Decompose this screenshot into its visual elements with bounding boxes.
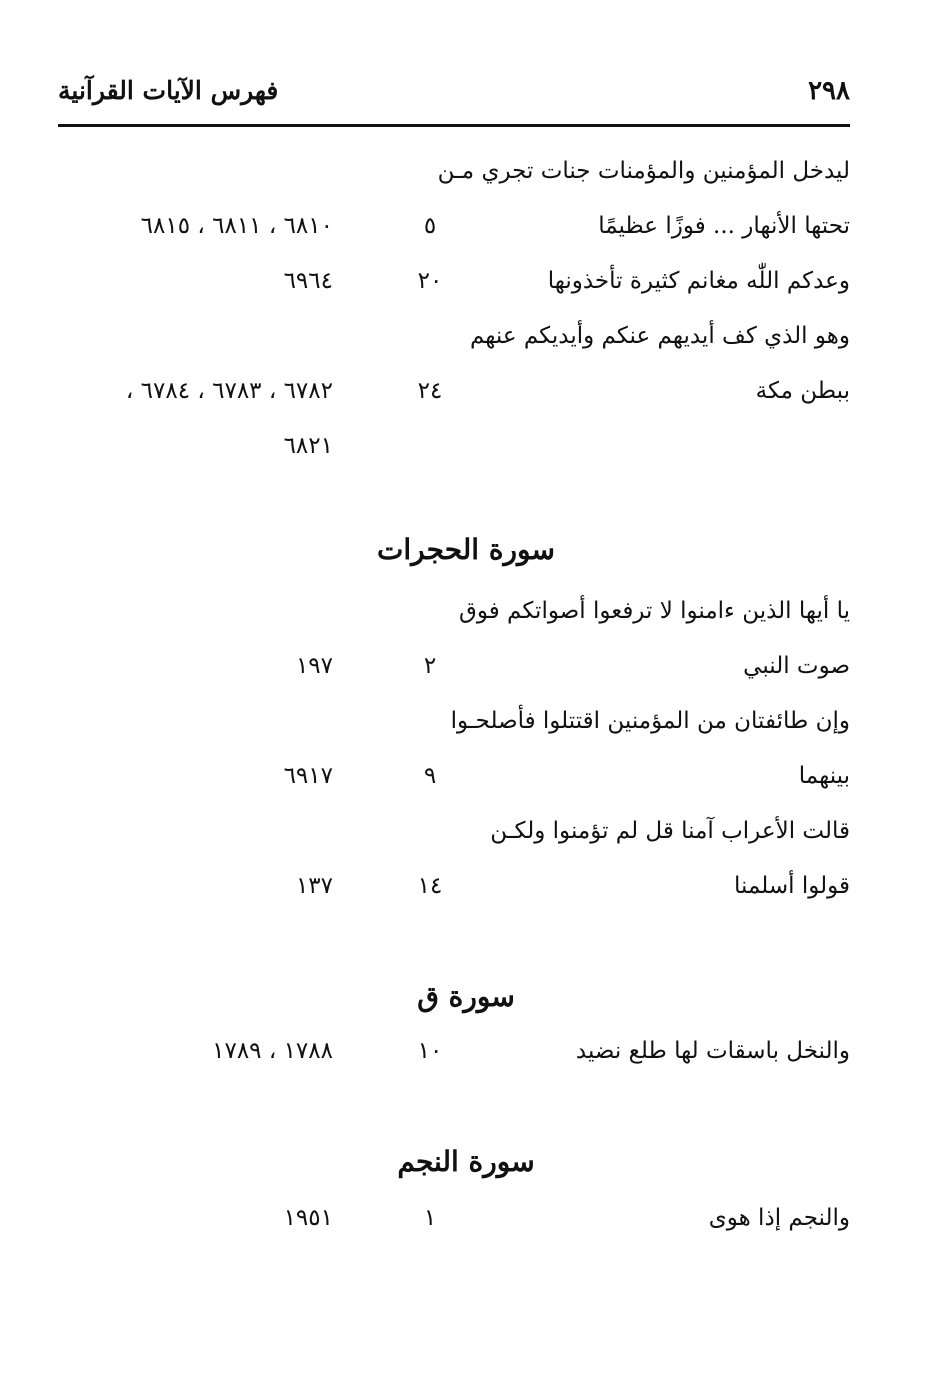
verse-text: قالت الأعراب آمنا قل لم تؤمنوا ولكـن [490, 818, 850, 844]
index-row [58, 763, 850, 803]
index-row [58, 378, 850, 418]
page-number: ٢٩٨ [808, 76, 850, 106]
hadith-refs: ٦٩٦٤ [283, 268, 333, 294]
index-row [58, 708, 850, 748]
ayah-number: ٢٠ [417, 268, 443, 294]
ayah-number: ١ [423, 1205, 437, 1231]
page-header [58, 72, 850, 122]
hadith-refs: ١٣٧ [295, 873, 333, 899]
ayah-number: ١٤ [417, 873, 443, 899]
verse-text: قولوا أسلمنا [734, 873, 850, 899]
verse-text: بينهما [798, 763, 850, 789]
ayah-number: ١٠ [417, 1038, 443, 1064]
ayah-number: ٢٤ [417, 378, 443, 404]
ayah-number: ٩ [423, 763, 437, 789]
ayah-number: ٥ [423, 213, 437, 239]
hadith-refs: ٦٩١٧ [283, 763, 333, 789]
verse-text: والنخل باسقات لها طلع نضيد [575, 1038, 850, 1064]
verse-text: وعدكم اللّٰه مغانم كثيرة تأخذونها [547, 268, 850, 294]
index-row [58, 598, 850, 638]
index-row [58, 873, 850, 913]
index-row [58, 1205, 850, 1245]
index-row [58, 158, 850, 198]
surah-heading: سورة الحجرات [377, 533, 555, 566]
index-row [58, 433, 850, 473]
surah-heading: سورة النجم [397, 1145, 535, 1178]
running-title: فهرس الآيات القرآنية [58, 76, 279, 105]
verse-text: ببطن مكة [755, 378, 850, 404]
hadith-refs: ١٩٥١ [283, 1205, 333, 1231]
verse-text: صوت النبي [743, 653, 850, 679]
verse-text: وهو الذي كف أيديهم عنكم وأيديكم عنهم [469, 323, 850, 349]
hadith-refs: ١٩٧ [295, 653, 333, 679]
verse-text: ليدخل المؤمنين والمؤمنات جنات تجري مـن [437, 158, 850, 184]
verse-text: يا أيها الذين ءامنوا لا ترفعوا أصواتكم فوق [459, 598, 850, 624]
verse-text: والنجم إذا هوى [708, 1205, 850, 1231]
surah-heading: سورة ق [417, 980, 515, 1013]
index-row [58, 818, 850, 858]
index-row [58, 213, 850, 253]
hadith-refs: ٦٨١٠ ، ٦٨١١ ، ٦٨١٥ [140, 213, 333, 239]
header-rule [58, 124, 850, 127]
hadith-refs: ٦٧٨٢ ، ٦٧٨٣ ، ٦٧٨٤ ، [125, 378, 333, 404]
index-row [58, 653, 850, 693]
verse-text: تحتها الأنهار ... فوزًا عظيمًا [598, 213, 850, 239]
ayah-number: ٢ [423, 653, 437, 679]
index-row [58, 323, 850, 363]
index-row [58, 268, 850, 308]
hadith-refs: ٦٨٢١ [283, 433, 333, 459]
hadith-refs: ١٧٨٨ ، ١٧٨٩ [212, 1038, 333, 1064]
verse-text: وإن طائفتان من المؤمنين اقتتلوا فأصلحـوا [450, 708, 850, 734]
index-row [58, 1038, 850, 1078]
